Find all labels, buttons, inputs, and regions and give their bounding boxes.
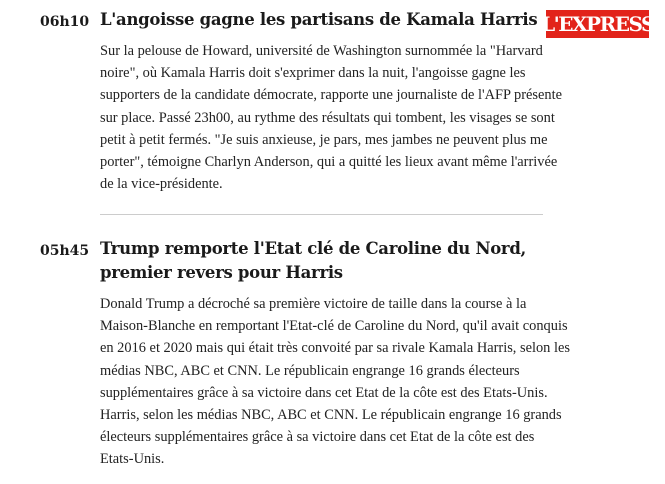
entry-time: 06h10 xyxy=(40,14,90,30)
entry-body xyxy=(100,293,570,471)
entry-title[interactable]: Trump remporte l'Etat clé de Caroline du Nord, premier revers pour Harris xyxy=(100,239,527,282)
entry-body xyxy=(100,40,570,195)
entry-paragraph: Donald Trump a décroché sa première victoire de taille dans la course à la Maison-Blanche en remportant l'Etat-clé de Caroline du Nord, qu'il avait conquis en 2016 et 2020 mais qui était très convoité par sa rivale Kamala Harris, selon les médias NBC, ABC et CNN. Le républicain engrange 16 grands électeurs supplémentaires grâce à sa victoire dans cet Etat de la côte est des Etats-Unis. xyxy=(100,296,570,401)
lexpress-logo[interactable]: L'EXPRESS xyxy=(541,12,654,36)
entry-paragraph: Harris, selon les médias NBC, ABC et CNN. Le républicain engrange 16 grands électeurs supplémentaires grâce à sa victoire dans cet Etat de la côte est des Etats-Unis. xyxy=(100,407,562,468)
entry-paragraph: Sur la pelouse de Howard, université de Washington surnommée la "Harvard noire", où Kamala Harris doit s'exprimer dans la nuit, l'angoisse gagne les supporters de la candidate démocrate, rapporte une journaliste de l'AFP présente sur place. Passé 23h00, au rythme des résultats qui tombent, les visages se sont petit à petit fermés. "Je suis anxieuse, je pars, mes jambes ne peuvent plus me porter", témoigne Charlyn Anderson, qui a quitté les lieux avant même l'arrivée de la vice-présidente. xyxy=(100,43,562,193)
entry-title[interactable]: L'angoisse gagne les partisans de Kamala Harris xyxy=(100,10,538,29)
entry-time: 05h45 xyxy=(40,243,90,259)
entry-divider xyxy=(100,214,543,215)
